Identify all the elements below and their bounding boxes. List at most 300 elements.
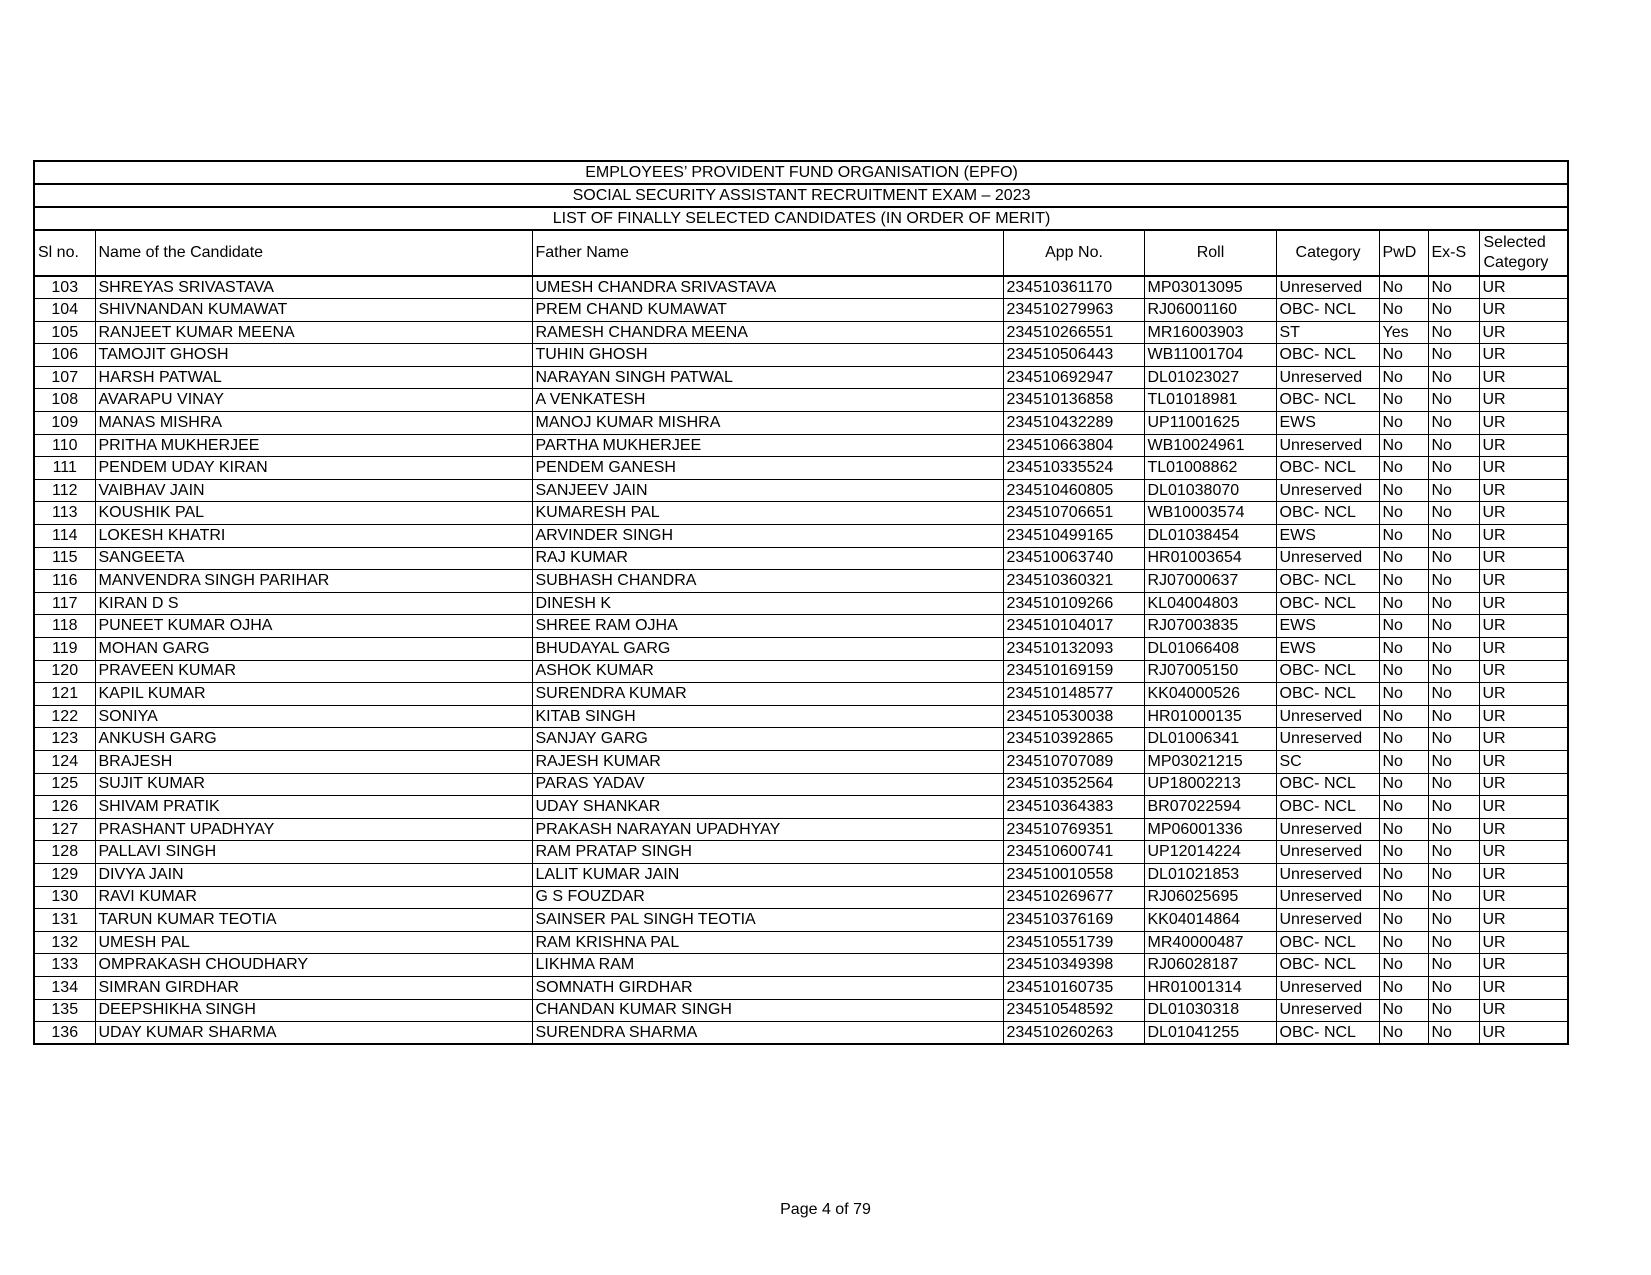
category-cell: Unreserved (1276, 909, 1379, 932)
ex-s-cell: No (1428, 366, 1479, 389)
candidate-name-cell: RAVI KUMAR (95, 886, 532, 909)
app-no-cell: 234510364383 (1003, 796, 1144, 819)
pwd-cell: No (1379, 705, 1428, 728)
pwd-cell: No (1379, 434, 1428, 457)
table-row (34, 886, 1568, 909)
category-cell: Unreserved (1276, 863, 1379, 886)
table-row (34, 412, 1568, 435)
column-header-name-of-the-candidate: Name of the Candidate (95, 230, 532, 276)
app-no-cell: 234510432289 (1003, 412, 1144, 435)
pwd-cell: No (1379, 502, 1428, 525)
father-name-cell: RAJESH KUMAR (532, 750, 1003, 773)
candidate-name-cell: TARUN KUMAR TEOTIA (95, 909, 532, 932)
category-cell: OBC- NCL (1276, 773, 1379, 796)
father-name-cell: SURENDRA SHARMA (532, 1022, 1003, 1045)
candidate-name-cell: DIVYA JAIN (95, 863, 532, 886)
selected-category-cell: UR (1479, 479, 1568, 502)
app-no-cell: 234510279963 (1003, 299, 1144, 322)
category-cell: OBC- NCL (1276, 299, 1379, 322)
father-name-cell: SANJAY GARG (532, 728, 1003, 751)
ex-s-cell: No (1428, 750, 1479, 773)
pwd-cell: No (1379, 841, 1428, 864)
category-cell: Unreserved (1276, 728, 1379, 751)
sl-no-cell: 128 (34, 841, 95, 864)
sl-no-cell: 116 (34, 570, 95, 593)
category-cell: ST (1276, 321, 1379, 344)
pwd-cell: No (1379, 299, 1428, 322)
ex-s-cell: No (1428, 660, 1479, 683)
candidate-name-cell: KOUSHIK PAL (95, 502, 532, 525)
ex-s-cell: No (1428, 818, 1479, 841)
father-name-cell: KUMARESH PAL (532, 502, 1003, 525)
selected-category-cell: UR (1479, 931, 1568, 954)
father-name-cell: SAINSER PAL SINGH TEOTIA (532, 909, 1003, 932)
ex-s-cell: No (1428, 570, 1479, 593)
ex-s-cell: No (1428, 389, 1479, 412)
roll-cell: RJ06025695 (1144, 886, 1276, 909)
father-name-cell: SHREE RAM OJHA (532, 615, 1003, 638)
candidate-name-cell: DEEPSHIKHA SINGH (95, 999, 532, 1022)
page-number: Page 4 of 79 (780, 1201, 871, 1218)
app-no-cell: 234510707089 (1003, 750, 1144, 773)
ex-s-cell: No (1428, 863, 1479, 886)
table-row (34, 502, 1568, 525)
table-row (34, 547, 1568, 570)
roll-cell: DL01066408 (1144, 638, 1276, 661)
candidate-name-cell: MOHAN GARG (95, 638, 532, 661)
father-name-cell: SANJEEV JAIN (532, 479, 1003, 502)
candidate-name-cell: TAMOJIT GHOSH (95, 344, 532, 367)
sl-no-cell: 110 (34, 434, 95, 457)
sl-no-cell: 112 (34, 479, 95, 502)
roll-cell: RJ07003835 (1144, 615, 1276, 638)
pwd-cell: No (1379, 863, 1428, 886)
ex-s-cell: No (1428, 434, 1479, 457)
category-cell: SC (1276, 750, 1379, 773)
candidate-name-cell: KAPIL KUMAR (95, 683, 532, 706)
app-no-cell: 234510063740 (1003, 547, 1144, 570)
selected-category-cell: UR (1479, 389, 1568, 412)
table-row (34, 525, 1568, 548)
father-name-cell: LALIT KUMAR JAIN (532, 863, 1003, 886)
sl-no-cell: 121 (34, 683, 95, 706)
selected-category-cell: UR (1479, 863, 1568, 886)
father-name-cell: TUHIN GHOSH (532, 344, 1003, 367)
app-no-cell: 234510104017 (1003, 615, 1144, 638)
sl-no-cell: 104 (34, 299, 95, 322)
candidate-name-cell: UDAY KUMAR SHARMA (95, 1022, 532, 1045)
column-header-row (34, 230, 1568, 276)
table-row (34, 1022, 1568, 1045)
ex-s-cell: No (1428, 1022, 1479, 1045)
ex-s-cell: No (1428, 931, 1479, 954)
sl-no-cell: 125 (34, 773, 95, 796)
candidate-name-cell: LOKESH KHATRI (95, 525, 532, 548)
selected-category-cell: UR (1479, 412, 1568, 435)
candidate-name-cell: AVARAPU VINAY (95, 389, 532, 412)
category-cell: Unreserved (1276, 999, 1379, 1022)
roll-cell: DL01038454 (1144, 525, 1276, 548)
sl-no-cell: 130 (34, 886, 95, 909)
category-cell: OBC- NCL (1276, 660, 1379, 683)
father-name-cell: G S FOUZDAR (532, 886, 1003, 909)
sl-no-cell: 126 (34, 796, 95, 819)
pwd-cell: No (1379, 276, 1428, 299)
candidate-name-cell: SONIYA (95, 705, 532, 728)
father-name-cell: ASHOK KUMAR (532, 660, 1003, 683)
category-cell: Unreserved (1276, 434, 1379, 457)
category-cell: Unreserved (1276, 547, 1379, 570)
father-name-cell: UMESH CHANDRA SRIVASTAVA (532, 276, 1003, 299)
column-header-father-name: Father Name (532, 230, 1003, 276)
selected-category-cell: UR (1479, 344, 1568, 367)
sl-no-cell: 122 (34, 705, 95, 728)
candidate-name-cell: SHIVAM PRATIK (95, 796, 532, 819)
category-cell: OBC- NCL (1276, 592, 1379, 615)
app-no-cell: 234510376169 (1003, 909, 1144, 932)
pwd-cell: No (1379, 479, 1428, 502)
table-row (34, 931, 1568, 954)
candidate-name-cell: ANKUSH GARG (95, 728, 532, 751)
father-name-cell: RAJ KUMAR (532, 547, 1003, 570)
sl-no-cell: 113 (34, 502, 95, 525)
table-row (34, 954, 1568, 977)
candidate-name-cell: SUJIT KUMAR (95, 773, 532, 796)
app-no-cell: 234510663804 (1003, 434, 1144, 457)
candidate-name-cell: VAIBHAV JAIN (95, 479, 532, 502)
pwd-cell: No (1379, 796, 1428, 819)
ex-s-cell: No (1428, 841, 1479, 864)
selected-category-cell: UR (1479, 886, 1568, 909)
father-name-cell: SOMNATH GIRDHAR (532, 976, 1003, 999)
column-header-app-no: App No. (1003, 230, 1144, 276)
roll-cell: HR01000135 (1144, 705, 1276, 728)
category-cell: Unreserved (1276, 818, 1379, 841)
pwd-cell: No (1379, 660, 1428, 683)
category-cell: OBC- NCL (1276, 570, 1379, 593)
father-name-cell: MANOJ KUMAR MISHRA (532, 412, 1003, 435)
roll-cell: UP12014224 (1144, 841, 1276, 864)
app-no-cell: 234510506443 (1003, 344, 1144, 367)
father-name-cell: KITAB SINGH (532, 705, 1003, 728)
app-no-cell: 234510769351 (1003, 818, 1144, 841)
father-name-cell: LIKHMA RAM (532, 954, 1003, 977)
roll-cell: MP06001336 (1144, 818, 1276, 841)
ex-s-cell: No (1428, 479, 1479, 502)
category-cell: Unreserved (1276, 976, 1379, 999)
table-row (34, 570, 1568, 593)
organisation-title: EMPLOYEES’ PROVIDENT FUND ORGANISATION (EPFO) (34, 161, 1568, 184)
ex-s-cell: No (1428, 909, 1479, 932)
roll-cell: KK04000526 (1144, 683, 1276, 706)
selected-category-cell: UR (1479, 1022, 1568, 1045)
selected-category-cell: UR (1479, 660, 1568, 683)
pwd-cell: No (1379, 615, 1428, 638)
roll-cell: TL01008862 (1144, 457, 1276, 480)
app-no-cell: 234510361170 (1003, 276, 1144, 299)
table-row (34, 638, 1568, 661)
sl-no-cell: 114 (34, 525, 95, 548)
ex-s-cell: No (1428, 773, 1479, 796)
ex-s-cell: No (1428, 547, 1479, 570)
ex-s-cell: No (1428, 276, 1479, 299)
app-no-cell: 234510148577 (1003, 683, 1144, 706)
selected-category-cell: UR (1479, 750, 1568, 773)
pwd-cell: No (1379, 954, 1428, 977)
category-cell: OBC- NCL (1276, 389, 1379, 412)
father-name-cell: BHUDAYAL GARG (532, 638, 1003, 661)
roll-cell: MR16003903 (1144, 321, 1276, 344)
ex-s-cell: No (1428, 592, 1479, 615)
sl-no-cell: 105 (34, 321, 95, 344)
column-header-category: Category (1276, 230, 1379, 276)
roll-cell: KL04004803 (1144, 592, 1276, 615)
app-no-cell: 234510551739 (1003, 931, 1144, 954)
category-cell: OBC- NCL (1276, 1022, 1379, 1045)
app-no-cell: 234510109266 (1003, 592, 1144, 615)
app-no-cell: 234510349398 (1003, 954, 1144, 977)
selected-category-cell: UR (1479, 299, 1568, 322)
column-header-ex-s: Ex-S (1428, 230, 1479, 276)
sl-no-cell: 136 (34, 1022, 95, 1045)
candidate-name-cell: SHREYAS SRIVASTAVA (95, 276, 532, 299)
father-name-cell: PREM CHAND KUMAWAT (532, 299, 1003, 322)
roll-cell: DL01038070 (1144, 479, 1276, 502)
candidate-name-cell: OMPRAKASH CHOUDHARY (95, 954, 532, 977)
ex-s-cell: No (1428, 705, 1479, 728)
selected-category-cell: UR (1479, 321, 1568, 344)
app-no-cell: 234510335524 (1003, 457, 1144, 480)
pwd-cell: No (1379, 389, 1428, 412)
selected-category-cell: UR (1479, 592, 1568, 615)
table-row (34, 615, 1568, 638)
sl-no-cell: 123 (34, 728, 95, 751)
sl-no-cell: 127 (34, 818, 95, 841)
selected-category-cell: UR (1479, 547, 1568, 570)
table-row (34, 479, 1568, 502)
ex-s-cell: No (1428, 683, 1479, 706)
father-name-cell: SURENDRA KUMAR (532, 683, 1003, 706)
category-cell: EWS (1276, 615, 1379, 638)
selected-category-cell: UR (1479, 976, 1568, 999)
father-name-cell: PARTHA MUKHERJEE (532, 434, 1003, 457)
candidate-name-cell: UMESH PAL (95, 931, 532, 954)
selected-category-cell: UR (1479, 728, 1568, 751)
candidate-name-cell: MANAS MISHRA (95, 412, 532, 435)
table-row (34, 683, 1568, 706)
pwd-cell: No (1379, 344, 1428, 367)
pwd-cell: No (1379, 931, 1428, 954)
candidate-name-cell: SANGEETA (95, 547, 532, 570)
pwd-cell: No (1379, 525, 1428, 548)
sl-no-cell: 108 (34, 389, 95, 412)
category-cell: EWS (1276, 412, 1379, 435)
roll-cell: TL01018981 (1144, 389, 1276, 412)
sl-no-cell: 103 (34, 276, 95, 299)
table-row (34, 773, 1568, 796)
table-row (34, 818, 1568, 841)
app-no-cell: 234510548592 (1003, 999, 1144, 1022)
sl-no-cell: 115 (34, 547, 95, 570)
app-no-cell: 234510352564 (1003, 773, 1144, 796)
selected-category-cell: UR (1479, 502, 1568, 525)
table-row (34, 841, 1568, 864)
roll-cell: HR01003654 (1144, 547, 1276, 570)
ex-s-cell: No (1428, 638, 1479, 661)
roll-cell: MP03013095 (1144, 276, 1276, 299)
app-no-cell: 234510160735 (1003, 976, 1144, 999)
selected-category-cell: UR (1479, 999, 1568, 1022)
table-row (34, 909, 1568, 932)
table-row (34, 660, 1568, 683)
candidate-name-cell: PENDEM UDAY KIRAN (95, 457, 532, 480)
roll-cell: WB10003574 (1144, 502, 1276, 525)
roll-cell: WB11001704 (1144, 344, 1276, 367)
ex-s-cell: No (1428, 344, 1479, 367)
sl-no-cell: 134 (34, 976, 95, 999)
sl-no-cell: 118 (34, 615, 95, 638)
selected-category-cell: UR (1479, 570, 1568, 593)
app-no-cell: 234510010558 (1003, 863, 1144, 886)
father-name-cell: RAMESH CHANDRA MEENA (532, 321, 1003, 344)
candidate-name-cell: SIMRAN GIRDHAR (95, 976, 532, 999)
candidate-name-cell: HARSH PATWAL (95, 366, 532, 389)
category-cell: EWS (1276, 525, 1379, 548)
ex-s-cell: No (1428, 502, 1479, 525)
sl-no-cell: 129 (34, 863, 95, 886)
app-no-cell: 234510266551 (1003, 321, 1144, 344)
table-row (34, 728, 1568, 751)
sl-no-cell: 132 (34, 931, 95, 954)
candidate-name-cell: SHIVNANDAN KUMAWAT (95, 299, 532, 322)
ex-s-cell: No (1428, 728, 1479, 751)
pwd-cell: No (1379, 638, 1428, 661)
selected-category-cell: UR (1479, 841, 1568, 864)
table-row (34, 863, 1568, 886)
category-cell: OBC- NCL (1276, 683, 1379, 706)
table-row (34, 999, 1568, 1022)
roll-cell: BR07022594 (1144, 796, 1276, 819)
ex-s-cell: No (1428, 321, 1479, 344)
ex-s-cell: No (1428, 615, 1479, 638)
ex-s-cell: No (1428, 886, 1479, 909)
selected-category-cell: UR (1479, 276, 1568, 299)
roll-cell: MP03021215 (1144, 750, 1276, 773)
table-row (34, 299, 1568, 322)
selected-category-cell: UR (1479, 909, 1568, 932)
roll-cell: HR01001314 (1144, 976, 1276, 999)
pwd-cell: No (1379, 976, 1428, 999)
exam-title: SOCIAL SECURITY ASSISTANT RECRUITMENT EXAM – 2023 (34, 184, 1568, 207)
table-row (34, 796, 1568, 819)
roll-cell: DL01023027 (1144, 366, 1276, 389)
column-header-sl-no: Sl no. (34, 230, 95, 276)
merit-list-table (33, 160, 1569, 1045)
roll-cell: DL01041255 (1144, 1022, 1276, 1045)
table-row (34, 592, 1568, 615)
pwd-cell: No (1379, 909, 1428, 932)
table-row (34, 321, 1568, 344)
candidate-name-cell: MANVENDRA SINGH PARIHAR (95, 570, 532, 593)
selected-category-cell: UR (1479, 683, 1568, 706)
title-row-organisation (34, 161, 1568, 184)
selected-category-cell: UR (1479, 434, 1568, 457)
sl-no-cell: 124 (34, 750, 95, 773)
pwd-cell: No (1379, 773, 1428, 796)
ex-s-cell: No (1428, 796, 1479, 819)
father-name-cell: A VENKATESH (532, 389, 1003, 412)
title-row-exam (34, 184, 1568, 207)
category-cell: OBC- NCL (1276, 954, 1379, 977)
candidate-name-cell: PUNEET KUMAR OJHA (95, 615, 532, 638)
father-name-cell: NARAYAN SINGH PATWAL (532, 366, 1003, 389)
table-row (34, 457, 1568, 480)
category-cell: Unreserved (1276, 705, 1379, 728)
table-row (34, 276, 1568, 299)
app-no-cell: 234510269677 (1003, 886, 1144, 909)
roll-cell: KK04014864 (1144, 909, 1276, 932)
ex-s-cell: No (1428, 999, 1479, 1022)
roll-cell: DL01021853 (1144, 863, 1276, 886)
category-cell: OBC- NCL (1276, 796, 1379, 819)
roll-cell: UP11001625 (1144, 412, 1276, 435)
candidate-name-cell: BRAJESH (95, 750, 532, 773)
pwd-cell: No (1379, 818, 1428, 841)
ex-s-cell: No (1428, 525, 1479, 548)
selected-category-cell: UR (1479, 366, 1568, 389)
pwd-cell: No (1379, 366, 1428, 389)
category-cell: OBC- NCL (1276, 457, 1379, 480)
pwd-cell: No (1379, 570, 1428, 593)
ex-s-cell: No (1428, 299, 1479, 322)
ex-s-cell: No (1428, 457, 1479, 480)
sl-no-cell: 120 (34, 660, 95, 683)
pwd-cell: No (1379, 457, 1428, 480)
table-row (34, 976, 1568, 999)
roll-cell: UP18002213 (1144, 773, 1276, 796)
father-name-cell: SUBHASH CHANDRA (532, 570, 1003, 593)
pwd-cell: No (1379, 592, 1428, 615)
app-no-cell: 234510392865 (1003, 728, 1144, 751)
app-no-cell: 234510706651 (1003, 502, 1144, 525)
father-name-cell: UDAY SHANKAR (532, 796, 1003, 819)
sl-no-cell: 133 (34, 954, 95, 977)
roll-cell: MR40000487 (1144, 931, 1276, 954)
title-row-list (34, 207, 1568, 230)
ex-s-cell: No (1428, 954, 1479, 977)
candidate-name-cell: PRASHANT UPADHYAY (95, 818, 532, 841)
selected-category-cell: UR (1479, 705, 1568, 728)
candidate-name-cell: PALLAVI SINGH (95, 841, 532, 864)
pwd-cell: Yes (1379, 321, 1428, 344)
sl-no-cell: 135 (34, 999, 95, 1022)
father-name-cell: ARVINDER SINGH (532, 525, 1003, 548)
column-header-pwd: PwD (1379, 230, 1428, 276)
sl-no-cell: 106 (34, 344, 95, 367)
category-cell: EWS (1276, 638, 1379, 661)
roll-cell: RJ07005150 (1144, 660, 1276, 683)
app-no-cell: 234510132093 (1003, 638, 1144, 661)
pwd-cell: No (1379, 728, 1428, 751)
category-cell: Unreserved (1276, 479, 1379, 502)
father-name-cell: PENDEM GANESH (532, 457, 1003, 480)
sl-no-cell: 131 (34, 909, 95, 932)
table-row (34, 344, 1568, 367)
candidate-name-cell: PRAVEEN KUMAR (95, 660, 532, 683)
app-no-cell: 234510260263 (1003, 1022, 1144, 1045)
father-name-cell: PARAS YADAV (532, 773, 1003, 796)
category-cell: Unreserved (1276, 366, 1379, 389)
